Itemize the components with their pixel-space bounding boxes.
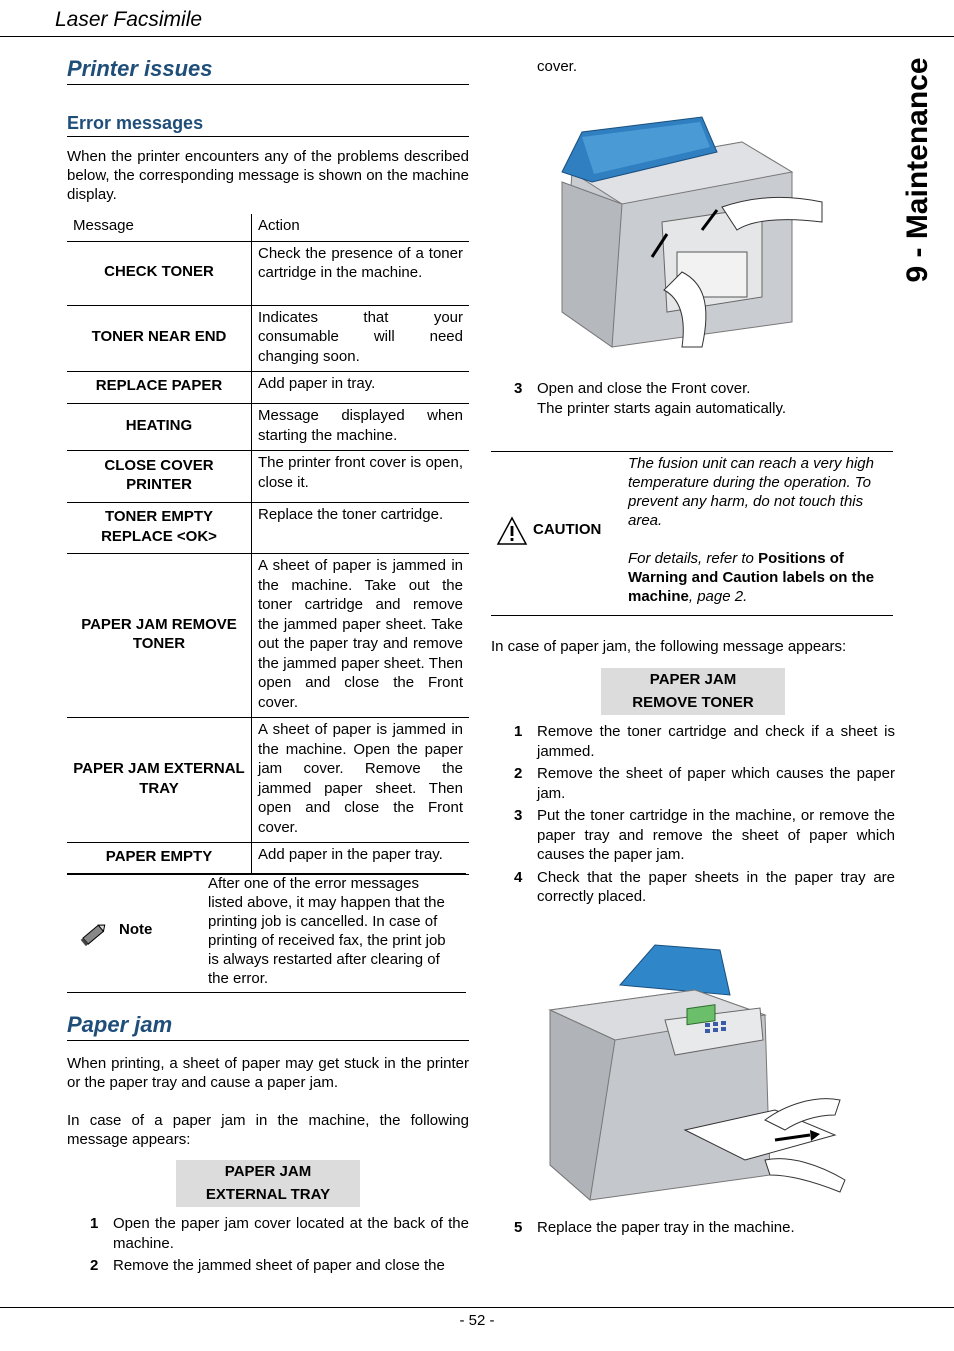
table-row-action: Indicates that your consumable will need changing soon. — [252, 305, 470, 372]
display-line-2: REMOVE TONER — [632, 694, 754, 711]
step-number: 1 — [514, 723, 523, 740]
col-header-message: Message — [73, 217, 134, 234]
footer-rule — [0, 1307, 954, 1308]
subsection-title: Error messages — [67, 113, 469, 137]
display-line-1: PAPER JAM — [649, 671, 737, 688]
caution-text — [628, 454, 892, 606]
warning-icon — [496, 516, 528, 546]
table-row-message: CLOSE COVER PRINTER — [67, 451, 252, 503]
note-label: Note — [119, 921, 153, 938]
error-messages-intro: When the printer encounters any of the problems described below, the corresponding message is shown on the machine display. — [67, 148, 469, 203]
table-row-message: HEATING — [67, 404, 252, 451]
printer-back-cover-illustration — [552, 112, 832, 357]
step-text: Check that the paper sheets in the paper tray are correctly placed. — [537, 868, 895, 905]
step-5-block — [491, 1218, 895, 1238]
external-tray-steps — [67, 1214, 469, 1279]
table-row-action: Replace the toner cartridge. — [252, 503, 470, 554]
display-message-remove-toner — [601, 668, 785, 715]
note-text: After one of the error messages listed above, it may happen that the printing job is cancelled. In case of printing of received fax, the print job is always restarted after clearing of the error. — [208, 875, 446, 987]
error-messages-heading — [67, 113, 469, 137]
paper-jam-intro: When printing, a sheet of paper may get stuck in the printer or the paper tray and cause a paper jam. — [67, 1055, 469, 1091]
step-text: Open and close the Front cover. — [537, 380, 751, 397]
reference-suffix: , page 2. — [688, 588, 748, 605]
step-number: 1 — [90, 1215, 99, 1232]
table-row-message: TONER NEAR END — [67, 305, 252, 372]
step-number: 2 — [90, 1257, 99, 1274]
table-row-message: PAPER JAM EXTERNAL TRAY — [67, 718, 252, 843]
pencil-icon — [79, 920, 109, 948]
list-item — [491, 868, 895, 907]
table-row-action: Check the presence of a toner cartridge in the machine. — [252, 241, 470, 305]
toner-jam-intro: In case of paper jam, the following message appears: — [491, 638, 847, 655]
step-continuation: cover. — [537, 58, 578, 75]
step-text: Put the toner cartridge in the machine, or remove the paper tray and remove the sheet of paper which causes the paper jam. — [537, 807, 895, 863]
step-number: 2 — [514, 765, 523, 782]
step-3-block — [491, 379, 895, 418]
col-header-action: Action — [252, 214, 470, 241]
table-row-action: A sheet of paper is jammed in the machine. Open the paper jam cover. Remove the jammed paper sheet. Then open and close the Front cover. — [252, 718, 470, 843]
caution-label: CAUTION — [533, 521, 602, 538]
table-row-action: Message displayed when starting the machine. — [252, 404, 470, 451]
running-header: Laser Facsimile — [55, 8, 203, 31]
caution-box — [491, 451, 893, 616]
section-title: Paper jam — [67, 1012, 469, 1041]
table-row-message: CHECK TONER — [67, 241, 252, 305]
list-item — [67, 1214, 469, 1253]
paper-jam-heading — [67, 1012, 469, 1041]
display-message-external-tray — [176, 1160, 360, 1207]
section-title: Printer issues — [67, 56, 469, 85]
step-text: Open the paper jam cover located at the back of the machine. — [113, 1215, 469, 1252]
step-text: Remove the sheet of paper which causes the paper jam. — [537, 765, 895, 802]
reference-link[interactable]: Positions of Warning and Caution labels on the machine — [628, 550, 875, 605]
list-item — [67, 1256, 469, 1276]
display-line-2: EXTERNAL TRAY — [205, 1186, 331, 1203]
step-number: 4 — [514, 868, 523, 886]
table-row-action: Add paper in tray. — [252, 372, 470, 404]
table-row-message: REPLACE PAPER — [67, 372, 252, 404]
step-text: Remove the toner cartridge and check if a sheet is jammed. — [537, 723, 895, 760]
caution-warning: The fusion unit can reach a very high temperature during the operation. To prevent any harm, do not touch this area. — [628, 455, 874, 529]
printer-issues-heading — [67, 56, 469, 85]
caution-reference — [628, 549, 892, 606]
header-rule — [0, 36, 954, 37]
list-item — [491, 806, 895, 865]
printer-paper-tray-illustration — [535, 930, 850, 1210]
error-table — [67, 214, 469, 875]
step-number: 3 — [514, 380, 523, 397]
table-row-action: A sheet of paper is jammed in the machine. Take out the toner cartridge and remove the jammed paper sheet. Take out the paper tray and remove the jammed paper sheet. Then open and close the Front cover. — [252, 554, 470, 718]
table-row-message: TONER EMPTY REPLACE <OK> — [67, 503, 252, 554]
remove-toner-steps — [491, 722, 895, 910]
chapter-tab — [888, 57, 948, 283]
step-text: Replace the paper tray in the machine. — [537, 1219, 795, 1236]
chapter-tab-label: 9 - Maintenance — [901, 57, 934, 283]
note-box — [67, 873, 466, 993]
reference-prefix: For details, refer to — [628, 550, 759, 567]
table-row-action: Add paper in the paper tray. — [252, 843, 470, 875]
display-line-1: PAPER JAM — [224, 1163, 312, 1180]
list-item — [491, 764, 895, 803]
list-item — [491, 722, 895, 761]
step-result: The printer starts again automatically. — [537, 399, 787, 417]
step-text: Remove the jammed sheet of paper and close the — [113, 1257, 445, 1274]
page-number: - 52 - — [459, 1312, 495, 1329]
paper-jam-intro-2: In case of a paper jam in the machine, the following message appears: — [67, 1112, 469, 1148]
step-number: 5 — [514, 1219, 523, 1236]
step-number: 3 — [514, 807, 523, 824]
table-row-message: PAPER EMPTY — [67, 843, 252, 875]
table-row-message: PAPER JAM REMOVE TONER — [67, 554, 252, 718]
table-row-action: The printer front cover is open, close it. — [252, 451, 470, 503]
